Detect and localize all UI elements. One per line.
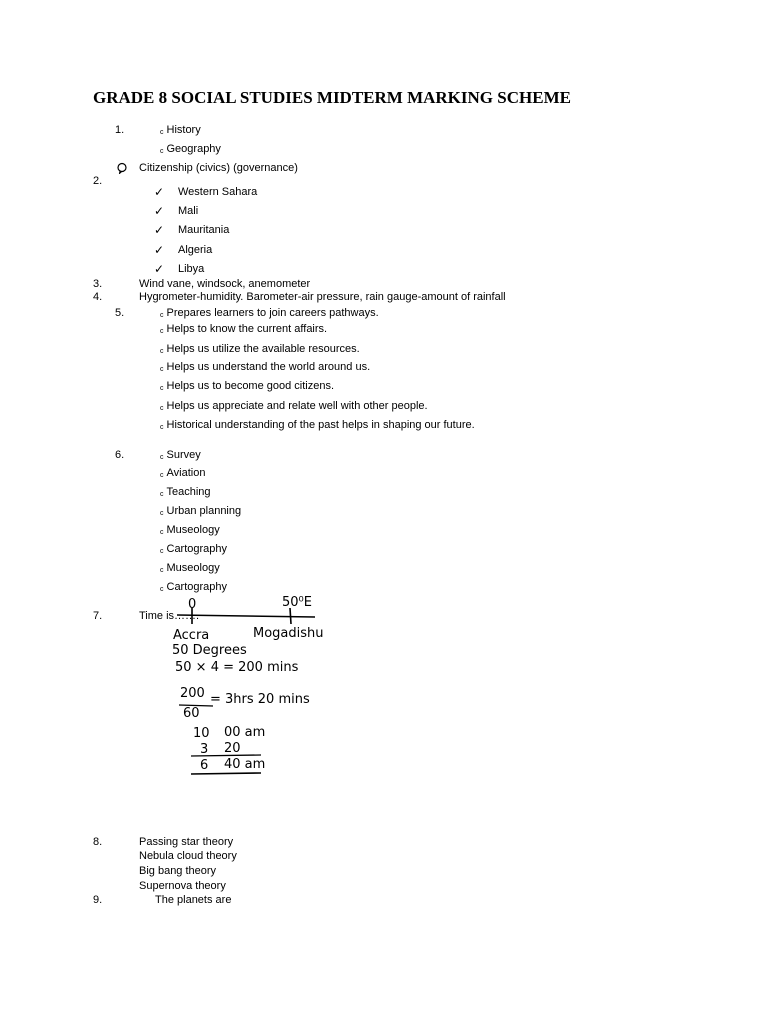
list-item-text: Prepares learners to join careers pathways. <box>166 307 379 319</box>
table-row <box>200 758 208 773</box>
list-item-text: Historical understanding of the past helps in shaping our future. <box>166 419 475 431</box>
meridian-zero-label: 0 <box>188 597 197 612</box>
bullet-icon: c <box>160 405 164 412</box>
list-item-text: Mali <box>178 205 199 217</box>
list-item <box>160 143 221 158</box>
table-row <box>200 742 208 757</box>
fraction-numerator: 200 <box>180 686 205 701</box>
list-item-text: Citizenship (civics) (governance) <box>139 162 298 174</box>
list-item-text: Helps us appreciate and relate well with other people. <box>166 400 428 412</box>
bullet-icon: c <box>160 348 164 355</box>
question-5-number: 5. <box>115 307 125 319</box>
question-9-prompt: The planets are <box>155 894 232 906</box>
question-7-prompt: Time is……. <box>139 610 200 622</box>
list-item-text: Helps us to become good citizens. <box>166 380 335 392</box>
meridian-east-label: 50⁰E <box>282 595 312 610</box>
page-title: GRADE 8 SOCIAL STUDIES MIDTERM MARKING SCHEME <box>93 88 571 107</box>
list-item <box>116 162 298 175</box>
question-4-number: 4. <box>93 291 103 303</box>
place-accra-label: Accra <box>173 628 210 643</box>
list-item-text: Helps us understand the world around us. <box>166 361 371 373</box>
list-item: Nebula cloud theory <box>139 850 237 862</box>
bullet-icon: c <box>160 472 164 479</box>
bullet-icon: c <box>160 491 164 498</box>
list-item <box>154 262 205 277</box>
list-item-text: Algeria <box>178 244 213 256</box>
list-item: Supernova theory <box>139 880 226 892</box>
degrees-difference: 50 Degrees <box>172 643 247 658</box>
list-item-text: Libya <box>178 263 205 275</box>
bullet-icon: c <box>160 424 164 431</box>
list-item <box>160 486 211 501</box>
list-item-text: Cartography <box>166 543 228 555</box>
list-item <box>160 380 334 395</box>
bullet-icon: c <box>160 567 164 574</box>
bullet-icon: c <box>160 510 164 517</box>
list-item <box>160 361 370 376</box>
list-item-text: History <box>166 124 201 136</box>
question-6-number: 6. <box>115 449 125 461</box>
list-item-text: Museology <box>166 524 220 536</box>
table-row <box>224 741 241 756</box>
question-3-number: 3. <box>93 278 103 290</box>
bullet-icon: c <box>160 148 164 155</box>
bullet-icon: c <box>160 454 164 461</box>
list-item-text: Mauritania <box>178 224 230 236</box>
hours-cell: 6 <box>200 758 209 773</box>
bullet-icon: c <box>160 328 164 335</box>
list-item <box>160 307 379 322</box>
list-item <box>160 343 360 358</box>
list-item-text: Teaching <box>166 486 211 498</box>
list-item <box>154 223 230 238</box>
bullet-icon: c <box>160 586 164 593</box>
question-8-number: 8. <box>93 836 103 848</box>
checkmark-icon: ✓ <box>154 204 165 218</box>
list-item <box>160 524 220 539</box>
list-item-text: Aviation <box>166 467 206 479</box>
place-mogadishu-label: Mogadishu <box>253 626 324 641</box>
list-item <box>160 449 201 464</box>
checkmark-icon: ✓ <box>154 185 165 199</box>
question-2-number: 2. <box>93 175 103 187</box>
question-4-answer: Hygrometer-humidity. Barometer-air pressure, rain gauge-amount of rainfall <box>139 291 506 303</box>
checkmark-icon: ✓ <box>154 243 165 257</box>
list-item <box>160 124 201 139</box>
speech-bubble-bullet-icon <box>116 162 128 174</box>
list-item <box>160 419 475 434</box>
bullet-icon: c <box>160 129 164 136</box>
list-item-text: Helps to know the current affairs. <box>166 323 328 335</box>
fraction-result: = 3hrs 20 mins <box>210 692 310 707</box>
minutes-cell: 20 <box>224 741 241 756</box>
bullet-icon: c <box>160 312 164 319</box>
table-row <box>224 757 265 772</box>
minutes-cell: 00 am <box>224 725 266 740</box>
list-item: Passing star theory <box>139 836 234 848</box>
list-item: Big bang theory <box>139 865 217 877</box>
hours-cell: 10 <box>193 726 210 741</box>
table-row <box>193 726 210 741</box>
list-item-text: Urban planning <box>166 505 242 517</box>
list-item-text: Museology <box>166 562 220 574</box>
list-item-text: Cartography <box>166 581 228 593</box>
list-item <box>160 323 327 338</box>
bullet-icon: c <box>160 548 164 555</box>
list-item <box>154 185 258 200</box>
list-item <box>154 243 213 258</box>
list-item <box>154 204 199 219</box>
bullet-icon: c <box>160 529 164 536</box>
minutes-cell: 40 am <box>224 757 266 772</box>
question-1-number: 1. <box>115 124 125 136</box>
question-7-number: 7. <box>93 610 103 622</box>
list-item <box>160 562 220 577</box>
list-item-text: Geography <box>166 143 221 155</box>
question-3-answer: Wind vane, windsock, anemometer <box>139 278 311 290</box>
multiplication-step: 50 × 4 = 200 mins <box>175 660 299 675</box>
bullet-icon: c <box>160 385 164 392</box>
table-row <box>224 725 265 740</box>
list-item-text: Helps us utilize the available resources. <box>166 343 360 355</box>
bullet-icon: c <box>160 366 164 373</box>
list-item <box>160 543 227 558</box>
list-item <box>160 400 428 415</box>
checkmark-icon: ✓ <box>154 262 165 276</box>
list-item-text: Survey <box>166 449 201 461</box>
list-item <box>160 505 241 520</box>
list-item-text: Western Sahara <box>178 186 258 198</box>
question-9-number: 9. <box>93 894 103 906</box>
hours-cell: 3 <box>200 742 209 757</box>
list-item <box>160 467 205 482</box>
fraction-denominator: 60 <box>183 706 200 721</box>
checkmark-icon: ✓ <box>154 223 165 237</box>
